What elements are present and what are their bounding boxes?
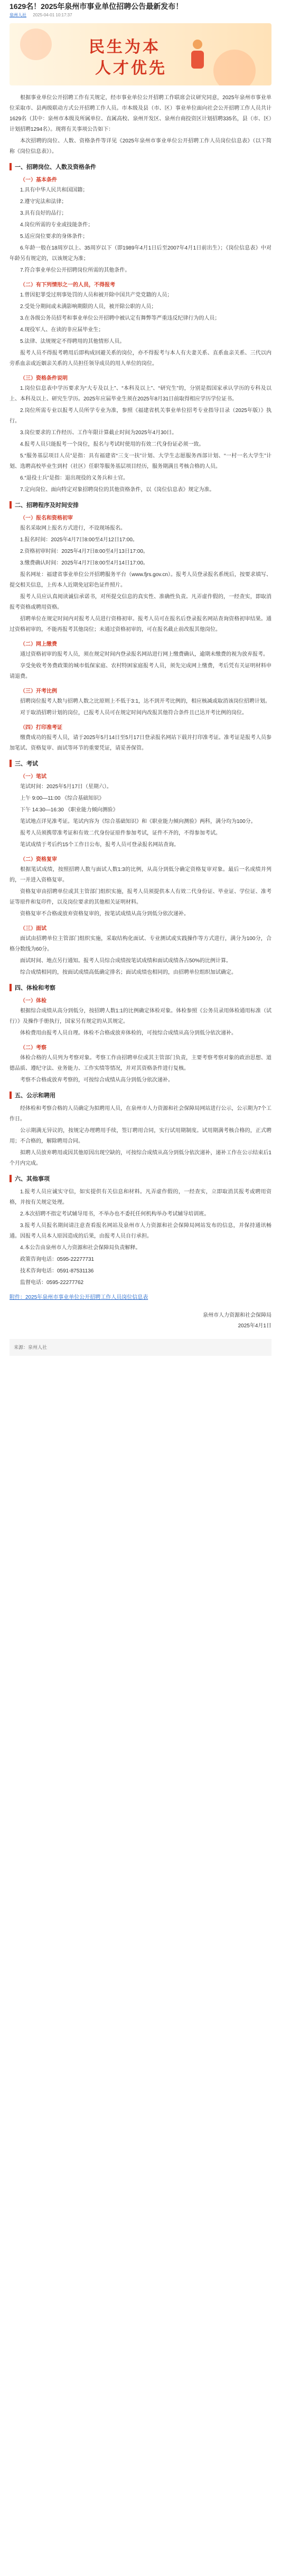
- intro-block: [10, 93, 271, 157]
- body-paragraph: 上午 9:00—11:00 《综合基础知识》: [20, 796, 105, 801]
- section-marker: [10, 501, 12, 509]
- body-paragraph: 监督电话：0595-22277762: [20, 1280, 84, 1286]
- body-paragraph: 拟聘人员放弃聘用或因其他原因出现空缺的，可按综合成绩从高分到低分依次递补，递补工作在公示结束后1个月内完成。: [10, 1150, 271, 1166]
- body-paragraph: 报考人员不得报考聘用后即构成回避关系的岗位，亦不得报考与本人有夫妻关系、直系血亲关系、三代以内旁系血亲或近姻亲关系的人员担任领导成员的用人单位的岗位。: [10, 350, 271, 367]
- subsection-title: （四）打印准考证: [20, 725, 62, 731]
- body-paragraph: 报名采取网上报名方式进行，不设现场报名。: [20, 525, 126, 531]
- body-paragraph: 2.资格初审时间：2025年4月7日8:00至4月13日17:00。: [20, 549, 148, 554]
- sections-block: [10, 162, 271, 1288]
- article-source[interactable]: 泉州人社: [10, 13, 26, 17]
- body-paragraph: 综合成绩相同的，按面试成绩高低确定排名；面试成绩也相同的，由招聘单位组织加试确定。: [20, 970, 237, 975]
- footer-notice: 来源：泉州人社: [10, 1339, 271, 1356]
- body-paragraph: 3.报考人员报名期间请注意查看报名网站及泉州市人力资源和社会保障局网站发布的信息，并保持通讯畅通。因报考人员本人原因造成的后果，由报考人员自行承担。: [10, 1223, 271, 1239]
- body-paragraph: 公示期满无异议的，按规定办理聘用手续，签订聘用合同，实行试用期制度。试用期满考核合格的，正式聘用；不合格的，解除聘用合同。: [10, 1128, 271, 1144]
- section-heading: [10, 759, 271, 768]
- body-paragraph: 2.本次招聘不指定考试辅导用书，不举办也不委托任何机构举办考试辅导培训班。: [20, 1211, 210, 1217]
- section-title: 二、招聘程序及时间安排: [15, 502, 79, 509]
- section-marker: [10, 984, 12, 991]
- body-paragraph: 4.现役军人、在读的非应届毕业生；: [20, 327, 104, 333]
- body-paragraph: 笔试时间：2025年5月17日（星期六）。: [20, 784, 112, 790]
- body-paragraph: 5.法律、法规规定不得聘用的其他情形人员。: [20, 339, 125, 344]
- subsection-title: （三）资格条件说明: [20, 376, 68, 381]
- article-page: [0, 1, 281, 1356]
- intro-paragraph: 根据事业单位公开招聘工作有关规定，经市事业单位公开招聘工作联席会议研究同意，2025年泉州市事业单位采取市、县两级联动方式公开招聘工作人员。市本级及县（市、区）事业单位面向社会公开招聘工作人员共计1629名（其中：泉州市本级及所属单位、直属高校、泉州开发区、泉州台商投资区计划招聘335名，县（市、区）计划招聘1294名）。现将有关事项公告如下：: [10, 95, 271, 132]
- article-meta: [10, 12, 271, 18]
- article-title: 1629名！2025年泉州市事业单位招聘公告最新发布！: [10, 2, 183, 11]
- body-paragraph: 面试由招聘单位主管部门组织实施，采取结构化面试、专业测试或实践操作等方式进行，满分为100分，合格分数线为60分。: [10, 936, 271, 952]
- signature-date: 2025年4月1日: [238, 1323, 271, 1329]
- body-paragraph: 考察不合格或放弃考察的，可按综合成绩从高分到低分依次递补。: [20, 1077, 173, 1083]
- section-marker: [10, 1175, 12, 1182]
- body-paragraph: 4.岗位所需的专业或技能条件；: [20, 222, 93, 228]
- body-paragraph: 资格复审不合格或放弃资格复审的，按笔试成绩从高分到低分依次递补。: [20, 911, 189, 917]
- section-heading: [10, 983, 271, 992]
- body-paragraph: 报名网址：福建省事业单位公开招聘服务平台（www.fjrs.gov.cn）。报考人员登录报名系统后，按要求填写、提交相关信息，上传本人近期免冠彩色证件照片。: [10, 572, 271, 588]
- subsection-title: （二）网上缴费: [20, 641, 57, 647]
- signature-org: 泉州市人力资源和社会保障局: [203, 1313, 271, 1318]
- body-paragraph: 体检费用由报考人员自理。体检不合格或放弃体检的，可按综合成绩从高分到低分依次递补。: [20, 1030, 237, 1036]
- section-title: 三、考试: [15, 761, 38, 767]
- body-paragraph: 6.“退役士兵”是指：退出现役的义务兵和士官。: [20, 475, 128, 481]
- body-paragraph: 3.缴费确认时间：2025年4月7日8:00至4月14日17:00。: [20, 560, 148, 566]
- person-icon: [187, 38, 208, 70]
- body-paragraph: 资格复审由招聘单位或其主管部门组织实施，报考人员须提供本人有效二代身份证、毕业证、学位证、准考证等原件和复印件，以及岗位要求的其他相关证明材料。: [10, 889, 271, 905]
- body-paragraph: 4.本公告由泉州市人力资源和社会保障局负责解释。: [20, 1245, 141, 1251]
- body-paragraph: 技术咨询电话：0591-87531136: [20, 1268, 94, 1274]
- body-paragraph: 3.具有良好的品行；: [20, 210, 67, 216]
- body-paragraph: 5.“服务基层项目人员”是指：具有福建省“三支一扶”计划、大学生志愿服务西部计划、“一村一名大学生”计划、选聘高校毕业生到村（社区）任职等服务基层项目经历，服务期满且考核合格的人员。: [10, 453, 271, 470]
- section-heading: [10, 162, 271, 171]
- body-paragraph: 6.年龄一般在18周岁以上、35周岁以下（即1989年4月1日后至2007年4月1日前出生）；《岗位信息表》中对年龄另有规定的，以该规定为准；: [10, 245, 271, 262]
- subsection-title: （二）考察: [20, 1045, 46, 1051]
- body-paragraph: 笔试地点详见准考证。笔试内容为《综合基础知识》和《职业能力倾向测验》两科，满分均为100分。: [20, 819, 256, 825]
- body-paragraph: 体检合格的人员列为考察对象。考察工作由招聘单位或其主管部门负责，主要考察考察对象的政治思想、道德品质、遵纪守法、业务能力、工作实绩等情况，并对其资格条件进行复核。: [10, 1055, 271, 1071]
- body-paragraph: 下午 14:30—16:30 《职业能力倾向测验》: [20, 807, 118, 813]
- attachment-link[interactable]: 附件：2025年泉州市事业单位公开招聘工作人员岗位信息表: [10, 1295, 148, 1300]
- body-paragraph: 3.岗位要求的工作经历、工作年限计算截止时间为2025年4月30日。: [20, 430, 177, 436]
- subsection-title: （一）体检: [20, 998, 46, 1004]
- section-marker: [10, 1091, 12, 1099]
- subsection-title: （一）基本条件: [20, 177, 57, 183]
- subsection-title: （二）资格复审: [20, 857, 57, 863]
- banner-image: [10, 23, 271, 85]
- section-title: 一、招聘岗位、人数及资格条件: [15, 164, 96, 170]
- body-paragraph: 1.岗位信息表中学历要求为“大专及以上”、“本科及以上”、“研究生”的，分别是指国家承认学历的专科及以上、本科及以上、研究生学历。2025年应届毕业生须在2025年8月31日前取得相应学历学位证书。: [10, 386, 271, 402]
- section-heading: [10, 501, 271, 509]
- body-paragraph: 通过资格初审的报考人员，须在规定时间内登录报名网站进行网上缴费确认，逾期未缴费的视为放弃报考。: [20, 652, 268, 657]
- section-title: 四、体检和考察: [15, 985, 55, 991]
- banner-headline-1: 民生为本: [89, 38, 161, 56]
- body-paragraph: 1.具有中华人民共和国国籍；: [20, 187, 88, 193]
- section-heading: [10, 1174, 271, 1183]
- section-title: 六、其他事项: [15, 1176, 50, 1182]
- body-paragraph: 缴费成功的报考人员，请于2025年5月14日至5月17日登录报名网站下载并打印准考证。准考证是报考人员参加笔试、资格复审、面试等环节的重要凭证，请妥善保管。: [10, 735, 271, 751]
- body-paragraph: 7.符合事业单位公开招聘岗位所需的其他条件。: [20, 267, 130, 273]
- subsection-title: （一）报名和资格初审: [20, 515, 73, 521]
- body-paragraph: 对于取消招聘计划的岗位，已报考人员可在规定时间内改报其他符合条件且已达开考比例的岗位。: [20, 710, 247, 716]
- section-marker: [10, 760, 12, 767]
- intro-paragraph: 本次招聘的岗位、人数、资格条件等详见《2025年泉州市事业单位公开招聘工作人员岗位信息表》（以下简称《岗位信息表》）。: [10, 138, 271, 155]
- body-paragraph: 5.适应岗位要求的身体条件；: [20, 234, 88, 240]
- body-paragraph: 招聘岗位报考人数与招聘人数之比原则上不低于3:1，达不到开考比例的，相应核减或取消该岗位招聘计划。: [20, 698, 270, 704]
- article-date: 2025-04-01 10:17:37: [33, 13, 72, 17]
- body-paragraph: 面试时间、地点另行通知。报考人员综合成绩按笔试成绩和面试成绩各占50%的比例计算。: [20, 958, 232, 964]
- section-title: 五、公示和聘用: [15, 1093, 55, 1099]
- body-paragraph: 经体检和考察合格的人员确定为拟聘用人员，在泉州市人力资源和社会保障局网站进行公示，公示期为7个工作日。: [10, 1106, 271, 1122]
- body-paragraph: 7.定向岗位、面向特定对象招聘岗位的其他资格条件，以《岗位信息表》规定为准。: [20, 487, 215, 493]
- signature-block: [10, 1310, 271, 1332]
- body-paragraph: 报考人员应认真阅读诚信承诺书，对所提交信息的真实性、准确性负责。凡弄虚作假的，一经查实，即取消报考资格或聘用资格。: [10, 594, 271, 610]
- body-paragraph: 2.岗位所需专业以报考人员所学专业为准，参照《福建省机关事业单位招考专业指导目录（2025年版）》执行。: [10, 408, 271, 424]
- body-paragraph: 2.遵守宪法和法律；: [20, 199, 67, 205]
- subsection-title: （三）面试: [20, 926, 46, 932]
- banner-decoration: [20, 28, 52, 60]
- subsection-title: （三）开考比例: [20, 688, 57, 694]
- body-paragraph: 享受免收考务费政策的城市低保家庭、农村特困家庭报考人员，须先完成网上缴费，考后凭有关证明材料申请退费。: [10, 663, 271, 679]
- body-paragraph: 报考人员须携带准考证和有效二代身份证原件参加考试，证件不齐的，不得参加考试。: [20, 830, 221, 836]
- body-paragraph: 1.曾因犯罪受过刑事处罚的人员和被开除中国共产党党籍的人员；: [20, 292, 173, 298]
- body-paragraph: 笔试成绩于考后约15个工作日公布，报考人员可登录报名网站查询。: [20, 842, 180, 848]
- body-paragraph: 1.报名时间：2025年4月7日8:00至4月12日17:00。: [20, 537, 138, 543]
- body-paragraph: 政策咨询电话：0595-22277731: [20, 1257, 95, 1262]
- subsection-title: （一）笔试: [20, 774, 46, 780]
- body-paragraph: 根据笔试成绩，按照招聘人数与面试人数1:3的比例，从高分到低分确定资格复审对象。最后一名成绩并列的，一并进入资格复审。: [10, 867, 271, 883]
- banner-headline-2: 人才优先: [95, 59, 167, 78]
- body-paragraph: 4.报考人员只能报考一个岗位，报名与考试时使用的有效二代身份证必须一致。: [20, 442, 204, 447]
- subsection-title: （二）有下列情形之一的人员，不得报考: [20, 282, 115, 288]
- section-heading: [10, 1091, 271, 1099]
- body-paragraph: 1.报考人员应诚实守信，如实提供有关信息和材料。凡弄虚作假的，一经查实，立即取消其报考或聘用资格，并按有关规定处理。: [10, 1189, 271, 1205]
- body-paragraph: 2.受处分期间或未满影响期限的人员，被开除公职的人员；: [20, 304, 157, 310]
- section-marker: [10, 163, 12, 170]
- banner-decoration: [213, 50, 256, 85]
- body-paragraph: 根据综合成绩从高分到低分，按招聘人数1:1的比例确定体检对象。体检参照《公务员录用体检通用标准（试行）》及操作手册执行，国家另有规定的从其规定。: [10, 1008, 271, 1024]
- body-paragraph: 3.在各级公务员招考和事业单位公开招聘中被认定有舞弊等严重违反纪律行为的人员；: [20, 315, 220, 321]
- body-paragraph: 招聘单位在规定时间内对报考人员进行资格初审。报考人员可在报名后登录报名网站查询资格初审结果。通过资格初审的，不能再报考其他岗位；未通过资格初审的，可在报名截止前改报其他岗位。: [10, 616, 271, 633]
